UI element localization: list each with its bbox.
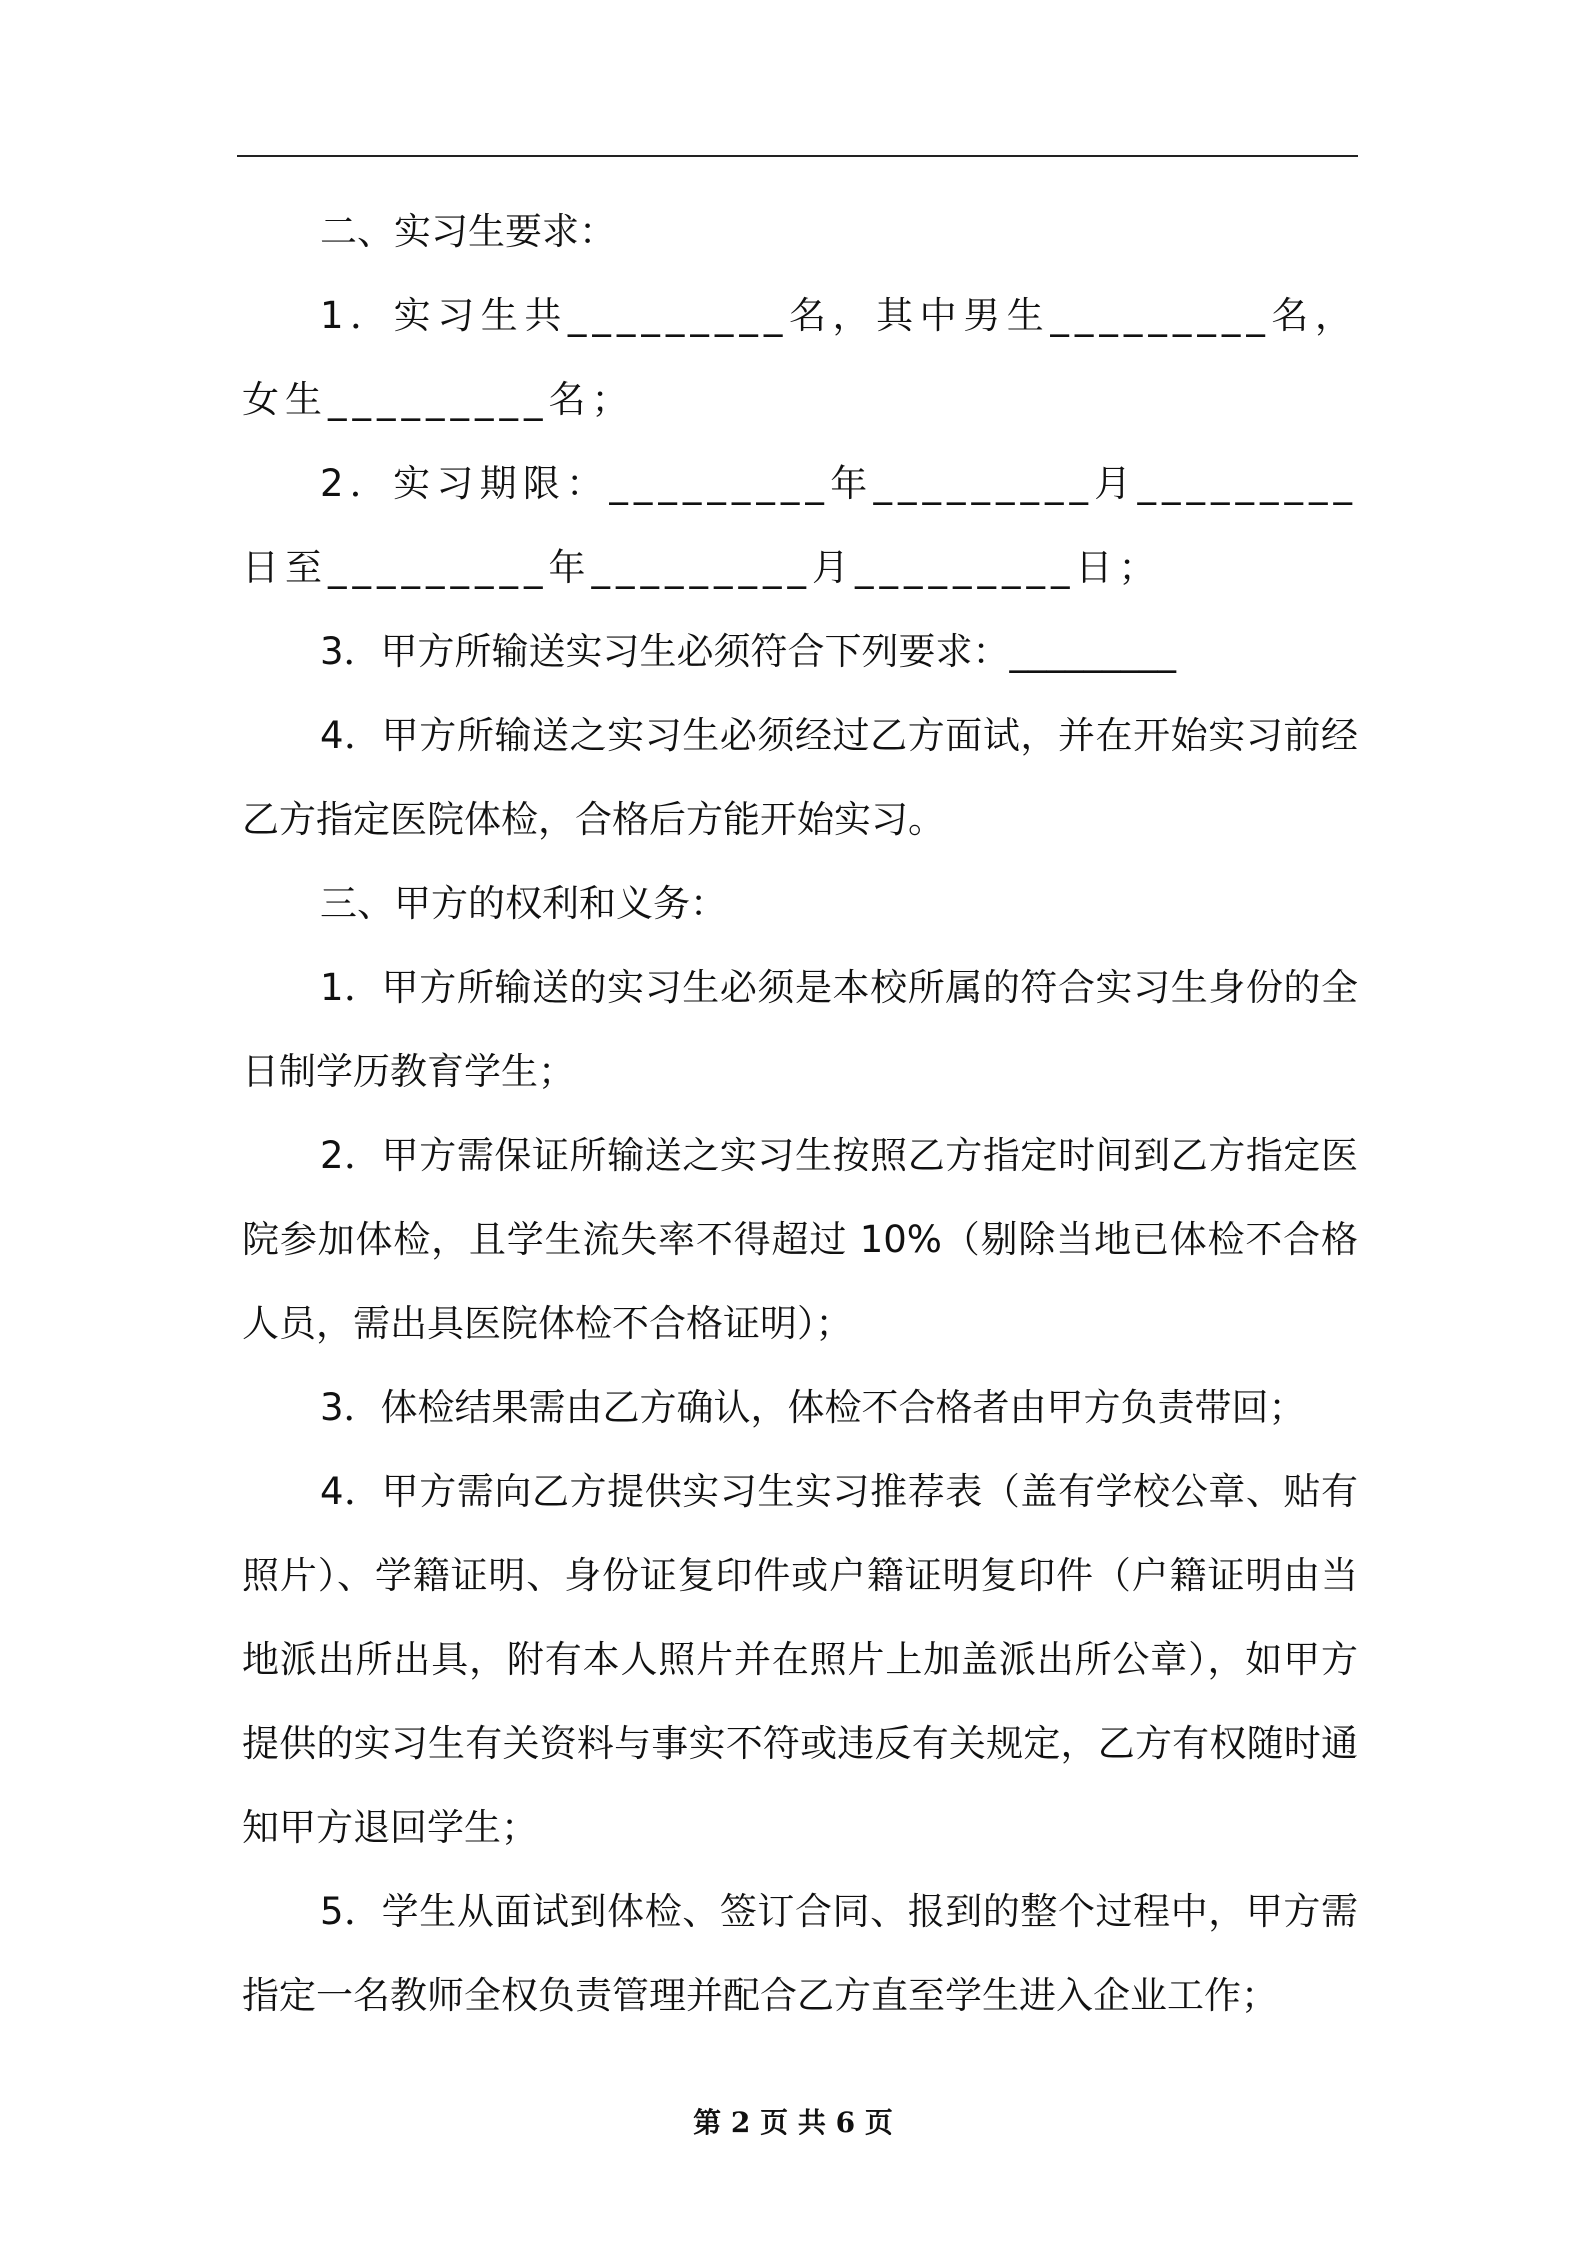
paragraph-exam-result: 3．体检结果需由乙方确认，体检不合格者由甲方负责带回； [320,1386,1306,1429]
paragraph-interview: 4．甲方所输送之实习生必须经过乙方面试，并在开始实习前经乙方指定医院体检，合格后方能开始实习。 [242,714,1358,841]
header-rule [237,155,1358,157]
paragraph-student-status: 1．甲方所输送的实习生必须是本校所属的符合实习生身份的全日制学历教育学生； [242,966,1358,1093]
paragraph-teacher: 5．学生从面试到体检、签订合同、报到的整个过程中，甲方需指定一名教师全权负责管理并配合乙方直至学生进入企业工作； [242,1890,1358,2017]
document-body [242,190,1358,2038]
paragraph-intern-count: 1．实习生共_________名，其中男生_________名，女生_________名； [242,294,1358,421]
paragraph-requirements: 3．甲方所输送实习生必须符合下列要求：_________ [320,630,1177,673]
page-number: 第 2 页 共 6 页 [693,2106,893,2139]
section-heading-2: 二、实习生要求： [320,210,616,253]
section-heading-3: 三、甲方的权利和义务： [320,882,727,925]
paragraph-intern-period: 2．实习期限：_________年_________月_________日至_________年_________月_________日； [242,462,1358,589]
paragraph-medical-exam: 2．甲方需保证所输送之实习生按照乙方指定时间到乙方指定医院参加体检，且学生流失率不得超过 10%（剔除当地已体检不合格人员，需出具医院体检不合格证明）； [242,1134,1358,1345]
paragraph-documents: 4．甲方需向乙方提供实习生实习推荐表（盖有学校公章、贴有照片）、学籍证明、身份证复印件或户籍证明复印件（户籍证明由当地派出所出具，附有本人照片并在照片上加盖派出所公章），如甲方提供的实习生有关资料与事实不符或违反有关规定，乙方有权随时通知甲方退回学生； [242,1470,1358,1849]
